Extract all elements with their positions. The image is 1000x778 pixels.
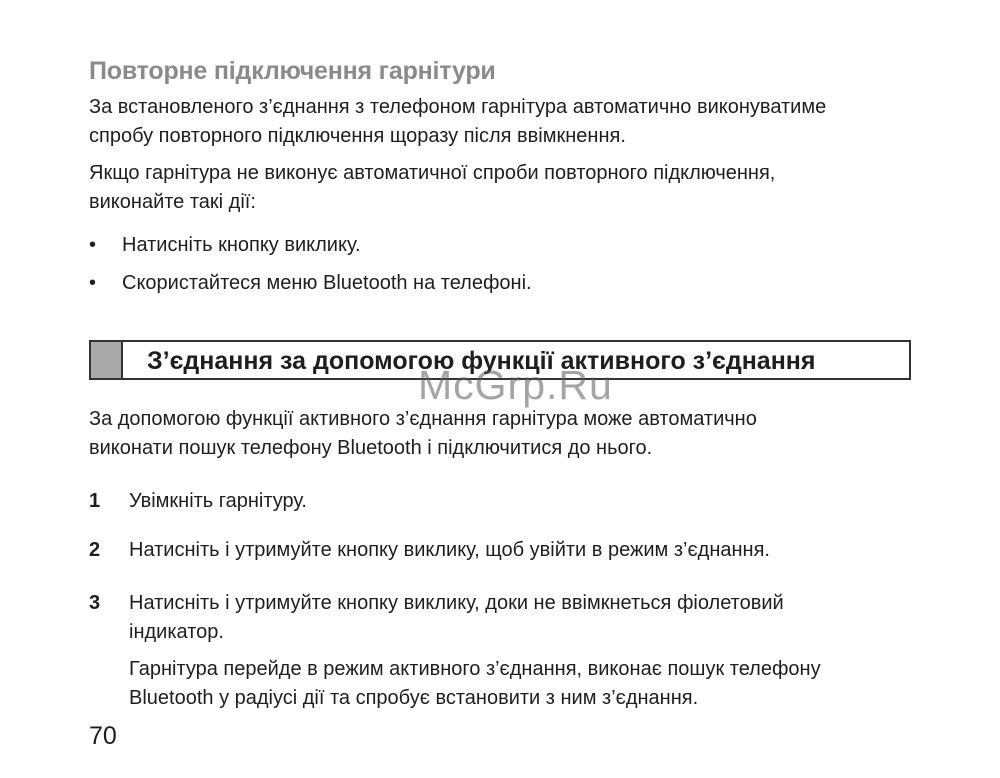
step-text bbox=[129, 487, 919, 516]
section-heading-reconnect: Повторне підключення гарнітури bbox=[89, 57, 496, 85]
text-line: виконати пошук телефону Bluetooth і підключитися до нього. bbox=[89, 437, 653, 459]
paragraph-reconnect-1 bbox=[89, 93, 826, 151]
text-line: індикатор. bbox=[129, 621, 224, 643]
bullet-marker: • bbox=[89, 234, 97, 256]
bullet-text: Натисніть кнопку виклику. bbox=[122, 234, 361, 256]
step-note-line: Bluetooth у радіусі дії та спробує встановити з ним з’єднання. bbox=[129, 687, 699, 709]
text-line: виконайте такі дії: bbox=[89, 191, 256, 213]
text-line: За встановленого з’єднання з телефоном гарнітура автоматично виконуватиме bbox=[89, 96, 827, 118]
text-line: спробу повторного підключення щоразу після ввімкнення. bbox=[89, 125, 626, 147]
paragraph-reconnect-2 bbox=[89, 159, 775, 217]
banner-gray-block bbox=[91, 342, 123, 378]
section-heading-active-connection: З’єднання за допомогою функції активного з’єднання bbox=[147, 347, 816, 375]
text-line: За допомогою функції активного з’єднання гарнітура може автоматично bbox=[89, 408, 757, 430]
step-text bbox=[129, 589, 919, 713]
text-line: Натисніть і утримуйте кнопку виклику, щоб увійти в режим з’єднання. bbox=[129, 539, 770, 561]
text-line: Якщо гарнітура не виконує автоматичної спроби повторного підключення, bbox=[89, 162, 776, 184]
watermark-text: McGrp.Ru bbox=[418, 362, 613, 408]
text-line: Увімкніть гарнітуру. bbox=[129, 490, 307, 512]
step-number: 2 bbox=[89, 539, 101, 561]
bullet-marker: • bbox=[89, 272, 97, 294]
paragraph-active-intro bbox=[89, 405, 757, 463]
text-line: Натисніть і утримуйте кнопку виклику, доки не ввімкнеться фіолетовий bbox=[129, 592, 784, 614]
step-number: 1 bbox=[89, 490, 101, 512]
step-note-line: Гарнітура перейде в режим активного з’єднання, виконає пошук телефону bbox=[129, 658, 821, 680]
step-number: 3 bbox=[89, 592, 101, 614]
bullet-text: Скористайтеся меню Bluetooth на телефоні. bbox=[122, 272, 532, 294]
page-number: 70 bbox=[89, 722, 117, 750]
step-text bbox=[129, 536, 919, 565]
